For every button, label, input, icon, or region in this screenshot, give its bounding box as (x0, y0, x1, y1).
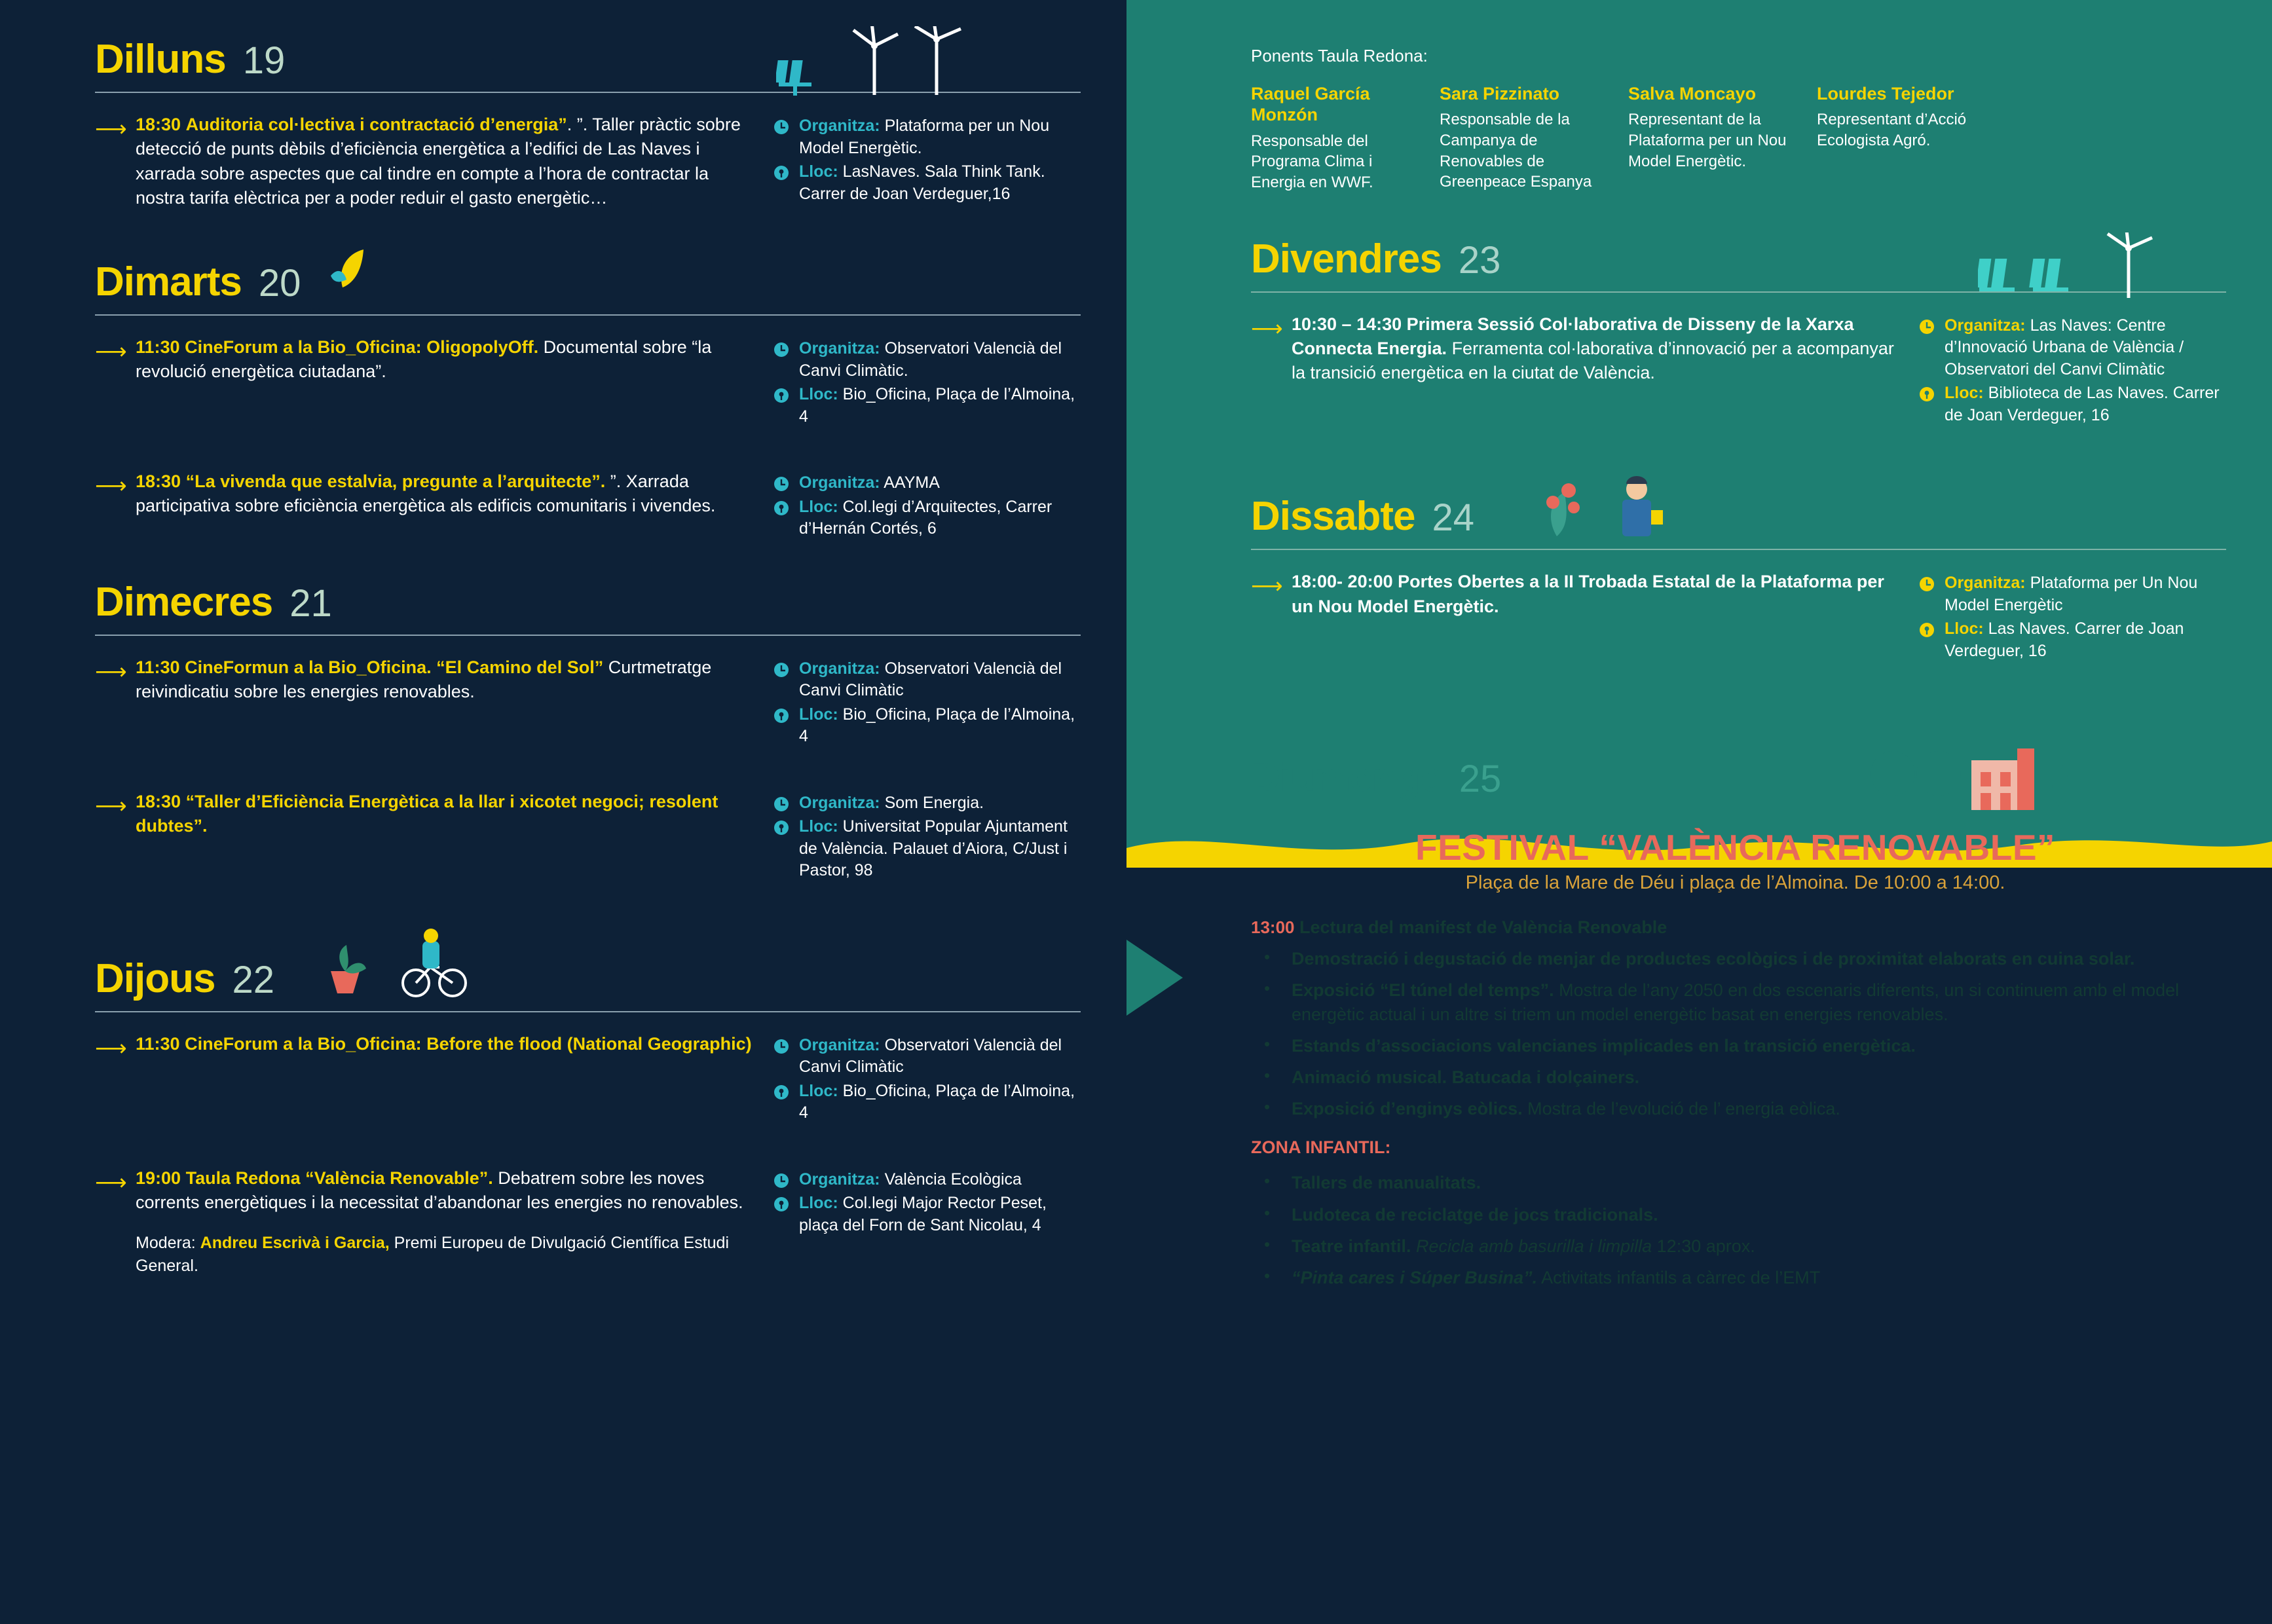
event-title: Auditoria col·lectiva i contractació d’energia” (185, 115, 567, 134)
event-time: 10:30 – 14:30 (1292, 314, 1402, 334)
clock-icon (773, 796, 790, 813)
lloc-value: Bio_Oficina, Plaça de l’Almoina, 4 (799, 385, 1075, 426)
lloc-label: Lloc: (799, 497, 838, 516)
event-text (136, 1166, 753, 1278)
organiza-label: Organitza: (799, 793, 880, 812)
ponent-card (1817, 83, 1981, 193)
lloc-line (773, 704, 1081, 748)
event-text (1292, 312, 1899, 386)
lloc-value: Universitat Popular Ajuntament de València. Palauet d’Aiora, C/Just i Pastor, 98 (799, 817, 1068, 879)
item-bold: Tallers de manualitats. (1292, 1173, 1481, 1193)
event-meta (1918, 312, 2226, 444)
clock-icon (773, 119, 790, 136)
moderator-prefix: Modera: (136, 1234, 200, 1252)
organiza-label: Organitza: (799, 659, 880, 678)
event-row (95, 335, 1081, 445)
lloc-value: Bio_Oficina, Plaça de l’Almoina, 4 (799, 1081, 1075, 1122)
event-title: Portes Obertes a la II Trobada Estatal de la Plataforma per un Nou Model Energètic. (1292, 572, 1884, 616)
lloc-value: Col.legi Major Rector Peset, plaça del Forn de Sant Nicolau, 4 (799, 1194, 1047, 1234)
organiza-label: Organitza: (799, 1035, 880, 1054)
event-desc: . ”. Taller pràctic sobre detecció de punts dèbils d’eficiència energètica a l’edifici de Las Naves i xarrada sobre aspectes que cal tindre en compte a l’hora de contractar la nostra tarifa elèctrica per a poder reduir el gasto energètic… (136, 115, 741, 208)
clock-icon (773, 341, 790, 358)
event-main (95, 1032, 753, 1141)
lloc-label: Lloc: (1945, 619, 1984, 638)
day-number: 20 (258, 262, 301, 304)
ponent-name: Raquel García Monzón (1251, 84, 1370, 125)
day-number: 22 (232, 958, 274, 1001)
right-column (1127, 0, 2272, 1624)
festival-headline-time: 13:00 (1251, 917, 1295, 938)
event-text (1292, 570, 1899, 619)
list-item (1251, 1203, 2220, 1227)
item-bold: Animació musical. Batucada i dolçainers. (1292, 1067, 1640, 1087)
day-number: 19 (242, 39, 286, 82)
lloc-value: Las Naves. Carrer de Joan Verdeguer, 16 (1945, 619, 2184, 660)
event-meta (1918, 570, 2226, 679)
event-main (95, 1166, 753, 1278)
lloc-label: Lloc: (799, 162, 838, 181)
lloc-line (773, 161, 1081, 205)
location-icon (1918, 621, 1935, 638)
event-text (136, 335, 753, 384)
meta-block (1918, 315, 2226, 427)
day-heading-dilluns (95, 39, 1081, 80)
meta-block (773, 472, 1081, 540)
lloc-line (773, 1192, 1081, 1236)
lloc-line (1918, 382, 2226, 426)
lloc-line (773, 1080, 1081, 1124)
arrow-icon: ⟶ (95, 1169, 127, 1196)
lloc-label: Lloc: (799, 817, 838, 836)
right-content (1127, 0, 2272, 1297)
item-rest: 12:30 aprox. (1652, 1236, 1755, 1256)
day-divider (95, 314, 1081, 316)
ponent-card (1628, 83, 1792, 193)
event-row (95, 113, 1081, 222)
ponents-title: Ponents Taula Redona: (1251, 46, 1428, 65)
organiza-value: Plataforma per Un Nou Model Energètic (1945, 574, 2198, 614)
organiza-value: Observatori Valencià del Canvi Climàtic (799, 1035, 1062, 1076)
organiza-value: Observatori Valencià del Canvi Climàtic. (799, 339, 1062, 380)
clock-icon (1918, 576, 1935, 593)
event-row (95, 655, 1081, 765)
arrow-icon: ⟶ (1251, 573, 1283, 600)
event-main (95, 335, 753, 445)
location-icon (773, 1196, 790, 1213)
organiza-line (773, 1035, 1081, 1079)
city-trees-illustration (1867, 741, 2083, 816)
day-name: Dimarts (95, 259, 242, 304)
clock-icon (773, 661, 790, 678)
event-row (1251, 570, 2226, 679)
organiza-label: Organitza: (1945, 574, 2026, 593)
location-icon (773, 500, 790, 517)
item-italic: Recicla amb basurilla i limpilla (1411, 1236, 1652, 1256)
cyclist-illustration (318, 928, 468, 1003)
location-icon (773, 707, 790, 724)
ponent-role: Representant d’Acció Ecologista Agró. (1817, 111, 1967, 150)
event-title: “La vivenda que estalvia, pregunte a l’arquitecte”. (185, 471, 606, 491)
event-meta (773, 1032, 1081, 1141)
lloc-label: Lloc: (799, 1194, 838, 1212)
organiza-line (773, 472, 1081, 494)
right-days (1127, 236, 2272, 680)
event-row (95, 790, 1081, 899)
event-main (95, 470, 753, 557)
day-name: Divendres (1251, 236, 1442, 282)
wind-turbines-illustration (776, 26, 1087, 101)
item-bold: Teatre infantil. (1292, 1236, 1411, 1256)
meta-block (773, 1169, 1081, 1237)
meta-block (1918, 572, 2226, 662)
event-time: 18:30 (136, 115, 181, 134)
lloc-line (773, 816, 1081, 882)
event-text (136, 790, 753, 839)
lloc-line (773, 496, 1081, 540)
clock-icon (773, 475, 790, 492)
ponent-card (1251, 83, 1415, 193)
event-meta (773, 113, 1081, 222)
item-rest: Mostra de l’any 2050 en dos escenaris diferents, un si continuem amb el model energètic actual i un altre si triem un model energètic basat en energies renovables. (1292, 980, 2180, 1024)
ponents-grid (1251, 83, 2207, 193)
day-number: 21 (289, 581, 332, 625)
organiza-line (773, 338, 1081, 382)
day-name: Dilluns (95, 37, 226, 82)
event-text (136, 655, 753, 705)
day-number: 23 (1458, 238, 1501, 282)
meta-block (773, 338, 1081, 428)
meta-block (773, 115, 1081, 205)
day-number: 24 (1432, 496, 1474, 540)
organiza-label: Organitza: (799, 117, 880, 135)
lloc-line (1918, 618, 2226, 662)
list-item (1251, 1266, 2220, 1289)
event-meta (773, 655, 1081, 765)
event-text (136, 470, 753, 519)
ponent-name: Lourdes Tejedor (1817, 84, 1954, 103)
moderator-line (136, 1232, 753, 1277)
event-main (95, 655, 753, 765)
event-meta (773, 790, 1081, 899)
organiza-line (1918, 315, 2226, 381)
arrow-icon: ⟶ (95, 1035, 127, 1061)
item-bold: Exposició “El túnel del temps”. (1292, 980, 1554, 1001)
location-icon (773, 387, 790, 404)
organiza-label: Organitza: (1945, 316, 2026, 335)
event-row (95, 470, 1081, 557)
solar-wind-illustration (1978, 232, 2201, 308)
zona-infantil-items (1251, 1171, 2220, 1289)
arrow-icon: ⟶ (95, 792, 127, 819)
organiza-value: València Ecològica (884, 1170, 1022, 1189)
day-number: 25 (1459, 758, 1502, 801)
lloc-label: Lloc: (799, 1081, 838, 1100)
list-item (1251, 947, 2220, 970)
day-name: Dissabte (1251, 494, 1415, 540)
event-time: 18:30 (136, 791, 181, 811)
organiza-line (1918, 572, 2226, 616)
event-time: 19:00 (136, 1168, 181, 1188)
arrow-icon: ⟶ (95, 339, 127, 365)
event-row (95, 1032, 1081, 1141)
event-text (136, 113, 753, 210)
event-time: 11:30 (136, 1033, 180, 1054)
lloc-label: Lloc: (1945, 384, 1984, 403)
list-item (1251, 978, 2220, 1025)
event-desc: Curtmetratge reivindicatiu sobre les energies renovables. (136, 657, 712, 701)
festival-title: FESTIVAL “VALÈNCIA RENOVABLE” (1415, 827, 2056, 868)
list-item (1251, 1034, 2220, 1058)
event-desc: ”. Xarrada participativa sobre eficiència energètica als edificis comunitaris i vivendes. (136, 471, 716, 516)
list-item (1251, 1171, 2220, 1194)
item-rest: Activitats infantils a càrrec de l’EMT (1537, 1267, 1821, 1287)
event-title: Primera Sessió Col·laborativa de Disseny de la Xarxa Connecta Energia. (1292, 314, 1854, 359)
item-bold: Ludoteca de reciclatge de jocs tradicionals. (1292, 1204, 1658, 1225)
event-title: “Taller d’Eficiència Energètica a la llar i xicotet negoci; resolent dubtes”. (136, 791, 718, 836)
day-heading-dissabte (1251, 468, 2226, 540)
event-meta (773, 335, 1081, 445)
day-name: Diumenge (1251, 755, 1442, 801)
event-title: CineForum a la Bio_Oficina: OligopolyOff. (185, 337, 539, 357)
location-icon (773, 164, 790, 181)
event-main (95, 790, 753, 899)
event-time: 11:30 (136, 337, 180, 357)
festival-headline (1251, 917, 2220, 938)
ponent-role: Responsable del Programa Clima i Energia en WWF. (1251, 132, 1373, 192)
event-title: CineFormun a la Bio_Oficina. “El Camino del Sol” (185, 657, 604, 677)
organiza-value: AAYMA (884, 473, 940, 492)
festival-headline-text: Lectura del manifest de València Renovable (1294, 917, 1667, 938)
lloc-value: Biblioteca de Las Naves. Carrer de Joan Verdeguer, 16 (1945, 384, 2220, 424)
ponent-card (1440, 83, 1603, 193)
clock-icon (773, 1172, 790, 1189)
day-heading-diumenge (1251, 731, 2220, 801)
lloc-value: Bio_Oficina, Plaça de l’Almoina, 4 (799, 705, 1075, 745)
day-divider (95, 635, 1081, 636)
event-time: 18:30 (136, 471, 181, 491)
organiza-value: Plataforma per un Nou Model Energètic. (799, 117, 1050, 157)
location-icon (1918, 386, 1935, 403)
day-name: Dijous (95, 955, 215, 1001)
event-row (1251, 312, 2226, 444)
item-bold: Estands d’associacions valencianes implicades en la transició energètica. (1292, 1035, 1916, 1056)
location-icon (773, 1084, 790, 1101)
event-desc: Ferramenta col·laborativa d’innovació per a acompanyar la transició energètica en la ciutat de València. (1292, 339, 1894, 383)
festival-section (1127, 731, 2272, 1289)
moderator-name: Andreu Escrivà i Garcia, (200, 1234, 390, 1252)
event-title: CineForum a la Bio_Oficina: Before the flood (National Geographic) (185, 1033, 752, 1054)
leaf-illustration (318, 242, 377, 297)
moderator-role: Premi Europeu de Divulgació Científica Estudi General. (136, 1234, 730, 1275)
ponent-role: Responsable de la Campanya de Renovables de Greenpeace Espanya (1440, 111, 1592, 191)
arrow-icon: ⟶ (95, 658, 127, 685)
event-desc: Debatrem sobre les noves corrents energètiques i la necessitat d’abandonar les energies no renovables. (136, 1168, 743, 1212)
lloc-line (773, 384, 1081, 428)
organiza-line (773, 658, 1081, 702)
item-bold: Demostració i degustació de menjar de productes ecològics i de proximitat elaborats en cuina solar. (1292, 949, 2135, 969)
list-item (1251, 1065, 2220, 1089)
organiza-label: Organitza: (799, 473, 880, 492)
event-time: 11:30 (136, 657, 180, 677)
organiza-value: Observatori Valencià del Canvi Climàtic (799, 659, 1062, 699)
meta-block (773, 658, 1081, 748)
meta-block (773, 1035, 1081, 1124)
item-bold: Exposició d’enginys eòlics. (1292, 1099, 1523, 1119)
organiza-label: Organitza: (799, 1170, 880, 1189)
festival-subtitle: Plaça de la Mare de Déu i plaça de l’Almoina. De 10:00 a 14:00. (1465, 872, 2005, 894)
item-rest: Mostra de l’evolució de l’ energia eòlica. (1522, 1099, 1840, 1119)
day-heading-dimarts (95, 247, 1081, 303)
festival-items (1251, 947, 2220, 1120)
event-row (95, 1166, 1081, 1278)
day-heading-dijous (95, 924, 1081, 999)
arrow-icon: ⟶ (95, 116, 127, 142)
organiza-line (773, 1169, 1081, 1191)
list-item (1251, 1097, 2220, 1120)
event-main (1251, 312, 1899, 444)
clock-icon (773, 1038, 790, 1055)
ponent-role: Representant de la Plataforma per un Nou Model Energètic. (1628, 111, 1787, 170)
arrow-icon: ⟶ (95, 473, 127, 499)
day-heading-dimecres (95, 579, 1081, 625)
list-item (1251, 1234, 2220, 1258)
left-column (0, 0, 1127, 1624)
organiza-value: Las Naves: Centre d’Innovació Urbana de València / Observatori del Canvi Climàtic (1945, 316, 2184, 378)
event-text (136, 1032, 753, 1056)
organiza-value: Som Energia. (884, 793, 984, 812)
organiza-label: Organitza: (799, 339, 880, 358)
lloc-label: Lloc: (799, 705, 838, 724)
event-meta (773, 470, 1081, 557)
organiza-line (773, 115, 1081, 159)
item-bold-italic: “Pinta cares i Súper Busina”. (1292, 1267, 1538, 1287)
day-divider (95, 1011, 1081, 1012)
day-name: Dimecres (95, 579, 273, 625)
organiza-line (773, 792, 1081, 815)
event-desc: Documental sobre “la revolució energètica ciutadana”. (136, 337, 712, 382)
ponents-section (1127, 0, 2272, 193)
lloc-label: Lloc: (799, 385, 838, 403)
meta-block (773, 792, 1081, 882)
event-main (1251, 570, 1899, 679)
clock-icon (1918, 318, 1935, 335)
ponent-name: Sara Pizzinato (1440, 84, 1560, 103)
lloc-value: LasNaves. Sala Think Tank. Carrer de Joan Verdeguer,16 (799, 162, 1045, 203)
gardener-illustration (1531, 473, 1675, 542)
day-heading-divendres (1251, 236, 2226, 282)
lloc-value: Col.legi d’Arquitectes, Carrer d’Hernán Cortés, 6 (799, 497, 1052, 538)
day-divider (1251, 549, 2226, 550)
arrow-icon: ⟶ (1251, 315, 1283, 342)
event-main (95, 113, 753, 222)
event-title: Taula Redona “València Renovable”. (185, 1168, 493, 1188)
event-time: 18:00- 20:00 (1292, 572, 1393, 592)
location-icon (773, 819, 790, 836)
event-meta (773, 1166, 1081, 1278)
zona-infantil-title: ZONA INFANTIL: (1251, 1137, 1391, 1158)
ponent-name: Salva Moncayo (1628, 84, 1757, 103)
